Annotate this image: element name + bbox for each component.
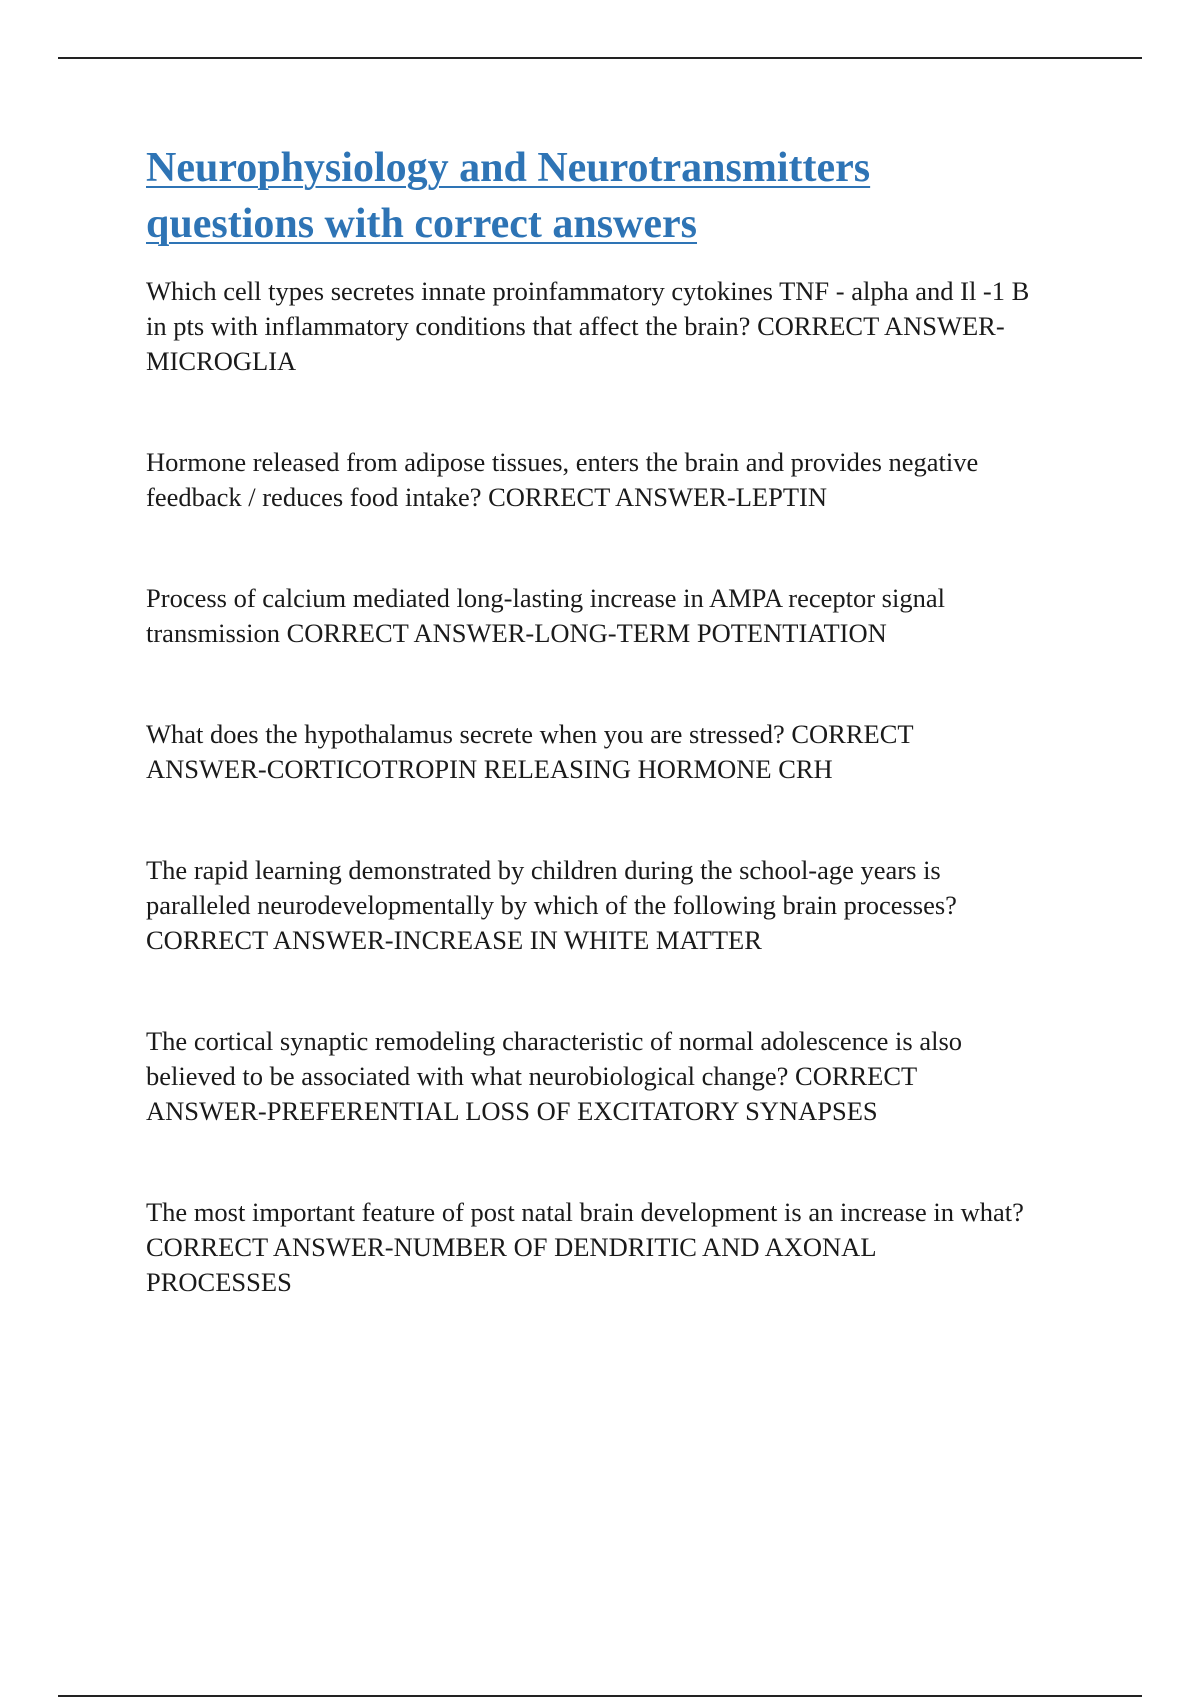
bottom-rule: [58, 1695, 1142, 1697]
qa-line: paralleled neurodevelopmentally by which of the following brain processes?: [146, 890, 957, 920]
qa-line: CORRECT ANSWER-NUMBER OF DENDRITIC AND AXONAL: [146, 1232, 877, 1262]
qa-line: transmission CORRECT ANSWER-LONG-TERM POTENTIATION: [146, 618, 887, 648]
qa-line: MICROGLIA: [146, 346, 297, 376]
document-body: [146, 140, 1106, 1300]
qa-line: The most important feature of post natal brain development is an increase in what?: [146, 1197, 1024, 1227]
qa-item: [146, 1195, 1106, 1300]
document-title: [146, 140, 1106, 252]
qa-line: What does the hypothalamus secrete when you are stressed? CORRECT: [146, 719, 914, 749]
qa-line: feedback / reduces food intake? CORRECT ANSWER-LEPTIN: [146, 482, 827, 512]
title-line-1: Neurophysiology and Neurotransmitters: [146, 145, 871, 191]
qa-list: [146, 274, 1106, 1300]
qa-line: Hormone released from adipose tissues, enters the brain and provides negative: [146, 447, 979, 477]
qa-item: [146, 717, 1106, 787]
qa-line: PROCESSES: [146, 1267, 292, 1297]
qa-item: [146, 1024, 1106, 1129]
qa-line: The cortical synaptic remodeling characteristic of normal adolescence is also: [146, 1026, 963, 1056]
qa-item: [146, 274, 1106, 379]
qa-line: believed to be associated with what neurobiological change? CORRECT: [146, 1061, 918, 1091]
qa-item: [146, 581, 1106, 651]
qa-line: The rapid learning demonstrated by children during the school-age years is: [146, 855, 941, 885]
qa-line: ANSWER-PREFERENTIAL LOSS OF EXCITATORY SYNAPSES: [146, 1096, 878, 1126]
qa-line: ANSWER-CORTICOTROPIN RELEASING HORMONE CRH: [146, 754, 833, 784]
qa-line: Process of calcium mediated long-lasting increase in AMPA receptor signal: [146, 583, 945, 613]
qa-item: [146, 853, 1106, 958]
qa-line: Which cell types secretes innate proinfammatory cytokines TNF - alpha and Il -1 B: [146, 276, 1030, 306]
title-line-2: questions with correct answers: [146, 201, 698, 247]
qa-line: CORRECT ANSWER-INCREASE IN WHITE MATTER: [146, 925, 762, 955]
qa-item: [146, 445, 1106, 515]
top-rule: [58, 57, 1142, 59]
qa-line: in pts with inflammatory conditions that affect the brain? CORRECT ANSWER-: [146, 311, 1005, 341]
